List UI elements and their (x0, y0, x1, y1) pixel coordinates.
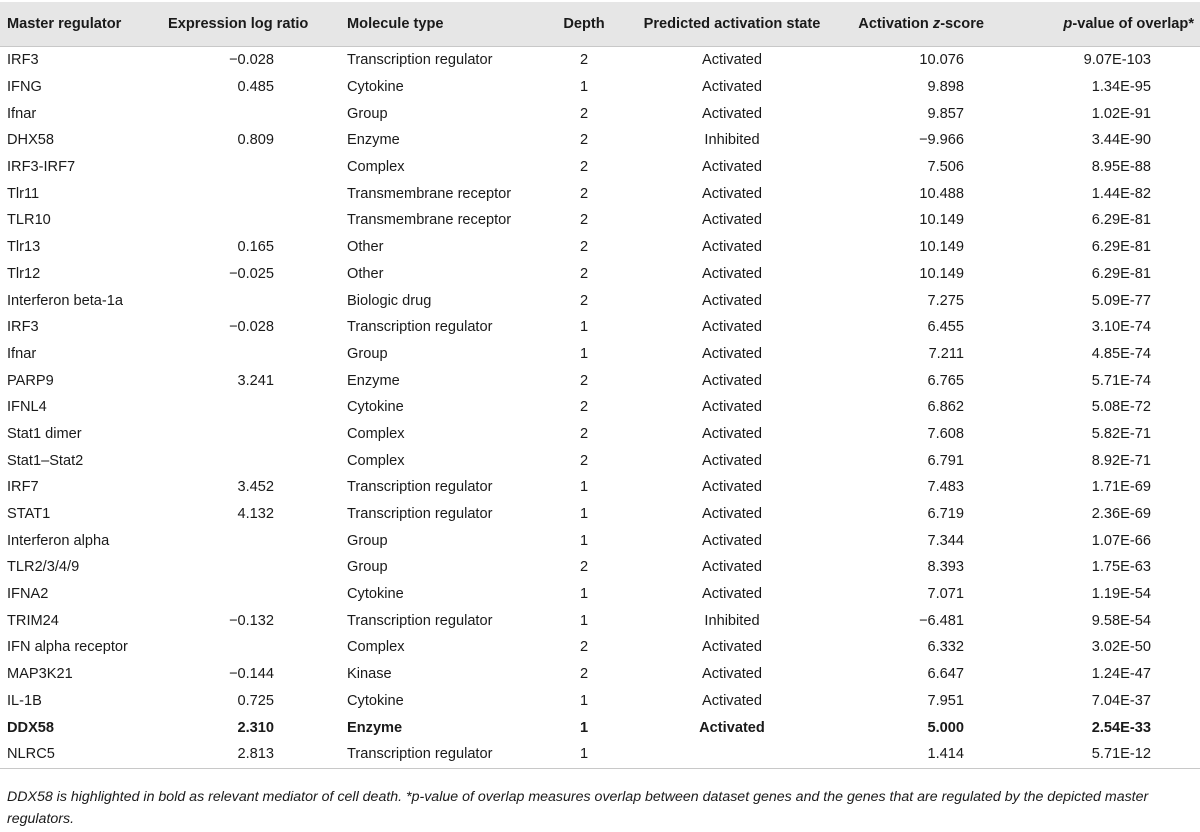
cell-activation-state: Activated (625, 421, 839, 448)
cell-activation-state: Activated (625, 314, 839, 341)
cell-depth: 2 (543, 261, 625, 288)
cell-activation-state: Inhibited (625, 607, 839, 634)
cell-p-value: 2.36E-69 (1010, 501, 1200, 528)
cell-expression-log-ratio: 4.132 (161, 501, 324, 528)
cell-activation-state: Activated (625, 47, 839, 74)
cell-molecule-type: Group (324, 554, 543, 581)
cell-activation-z-score: 6.332 (839, 634, 1010, 661)
table-row (0, 501, 1200, 528)
cell-molecule-type: Cytokine (324, 74, 543, 101)
cell-expression-log-ratio: −0.028 (161, 314, 324, 341)
footnote-italic-p: p (411, 789, 420, 805)
cell-expression-log-ratio: 2.813 (161, 741, 324, 768)
cell-p-value: 1.19E-54 (1010, 581, 1200, 608)
cell-molecule-type: Biologic drug (324, 287, 543, 314)
header-activation-prefix: Activation (858, 16, 933, 32)
cell-activation-z-score: 7.951 (839, 688, 1010, 715)
cell-molecule-type: Transcription regulator (324, 314, 543, 341)
table-row (0, 688, 1200, 715)
header-predicted-activation-state: Predicted activation state (625, 2, 839, 47)
header-depth: Depth (543, 2, 625, 47)
cell-master-regulator: STAT1 (0, 501, 161, 528)
cell-molecule-type: Kinase (324, 661, 543, 688)
cell-depth: 1 (543, 581, 625, 608)
cell-p-value: 6.29E-81 (1010, 234, 1200, 261)
cell-master-regulator: Stat1 dimer (0, 421, 161, 448)
cell-activation-z-score: 7.211 (839, 341, 1010, 368)
cell-depth: 1 (543, 688, 625, 715)
header-row (0, 2, 1200, 47)
cell-activation-state: Activated (625, 581, 839, 608)
footnote-part1: DDX58 is highlighted in bold as relevant mediator of cell death. * (7, 789, 412, 805)
cell-activation-z-score: 6.765 (839, 367, 1010, 394)
cell-activation-state: Activated (625, 154, 839, 181)
cell-activation-z-score: 10.488 (839, 180, 1010, 207)
cell-master-regulator: TLR2/3/4/9 (0, 554, 161, 581)
table-row (0, 47, 1200, 74)
cell-activation-z-score: 10.149 (839, 207, 1010, 234)
cell-p-value: 6.29E-81 (1010, 207, 1200, 234)
cell-molecule-type: Group (324, 527, 543, 554)
cell-depth: 2 (543, 207, 625, 234)
cell-activation-z-score: 6.719 (839, 501, 1010, 528)
cell-activation-z-score: −9.966 (839, 127, 1010, 154)
cell-master-regulator: IFN alpha receptor (0, 634, 161, 661)
cell-p-value: 1.34E-95 (1010, 74, 1200, 101)
table-row (0, 581, 1200, 608)
cell-activation-state: Activated (625, 394, 839, 421)
cell-depth: 2 (543, 100, 625, 127)
cell-activation-z-score: 7.344 (839, 527, 1010, 554)
cell-activation-z-score: 5.000 (839, 714, 1010, 741)
cell-molecule-type: Complex (324, 154, 543, 181)
cell-master-regulator: DDX58 (0, 714, 161, 741)
header-pvalue-suffix: -value of overlap* (1072, 16, 1194, 32)
cell-depth: 2 (543, 447, 625, 474)
cell-p-value: 5.08E-72 (1010, 394, 1200, 421)
cell-depth: 2 (543, 661, 625, 688)
cell-expression-log-ratio (161, 341, 324, 368)
cell-molecule-type: Transmembrane receptor (324, 207, 543, 234)
cell-activation-z-score: 10.149 (839, 234, 1010, 261)
cell-expression-log-ratio (161, 394, 324, 421)
cell-master-regulator: Tlr11 (0, 180, 161, 207)
cell-master-regulator: Stat1–Stat2 (0, 447, 161, 474)
table-row (0, 127, 1200, 154)
cell-depth: 2 (543, 234, 625, 261)
cell-activation-state: Activated (625, 554, 839, 581)
cell-p-value: 4.85E-74 (1010, 341, 1200, 368)
cell-expression-log-ratio (161, 154, 324, 181)
table-row (0, 634, 1200, 661)
cell-master-regulator: IRF7 (0, 474, 161, 501)
table-row (0, 421, 1200, 448)
cell-activation-z-score: 6.647 (839, 661, 1010, 688)
table-row (0, 207, 1200, 234)
cell-activation-state: Activated (625, 180, 839, 207)
cell-master-regulator: MAP3K21 (0, 661, 161, 688)
header-activation-suffix: -score (940, 16, 984, 32)
cell-master-regulator: IFNL4 (0, 394, 161, 421)
header-activation-z: z (932, 16, 941, 32)
table-row (0, 234, 1200, 261)
cell-activation-z-score: 6.862 (839, 394, 1010, 421)
table-row (0, 607, 1200, 634)
cell-expression-log-ratio: −0.025 (161, 261, 324, 288)
cell-activation-state: Activated (625, 234, 839, 261)
cell-activation-state: Activated (625, 474, 839, 501)
cell-p-value: 3.02E-50 (1010, 634, 1200, 661)
cell-activation-state: Activated (625, 447, 839, 474)
cell-expression-log-ratio: 2.310 (161, 714, 324, 741)
cell-master-regulator: PARP9 (0, 367, 161, 394)
cell-expression-log-ratio: 0.485 (161, 74, 324, 101)
cell-expression-log-ratio (161, 207, 324, 234)
cell-depth: 2 (543, 394, 625, 421)
cell-activation-state: Activated (625, 207, 839, 234)
cell-expression-log-ratio: −0.144 (161, 661, 324, 688)
cell-p-value: 3.44E-90 (1010, 127, 1200, 154)
cell-activation-z-score: 7.608 (839, 421, 1010, 448)
cell-activation-state: Activated (625, 688, 839, 715)
cell-expression-log-ratio (161, 581, 324, 608)
cell-molecule-type: Transcription regulator (324, 47, 543, 74)
cell-p-value: 8.92E-71 (1010, 447, 1200, 474)
cell-activation-z-score: 7.506 (839, 154, 1010, 181)
cell-depth: 1 (543, 474, 625, 501)
cell-depth: 1 (543, 741, 625, 768)
cell-p-value: 1.44E-82 (1010, 180, 1200, 207)
cell-activation-z-score: 7.071 (839, 581, 1010, 608)
cell-master-regulator: Ifnar (0, 100, 161, 127)
cell-activation-state: Activated (625, 527, 839, 554)
cell-p-value: 1.07E-66 (1010, 527, 1200, 554)
cell-master-regulator: TLR10 (0, 207, 161, 234)
table-row (0, 287, 1200, 314)
table-row (0, 447, 1200, 474)
cell-activation-state: Activated (625, 661, 839, 688)
cell-master-regulator: NLRC5 (0, 741, 161, 768)
cell-activation-z-score: 9.857 (839, 100, 1010, 127)
table-row (0, 261, 1200, 288)
cell-depth: 1 (543, 527, 625, 554)
cell-master-regulator: IRF3 (0, 314, 161, 341)
cell-molecule-type: Transmembrane receptor (324, 180, 543, 207)
cell-master-regulator: TRIM24 (0, 607, 161, 634)
cell-activation-state: Activated (625, 100, 839, 127)
cell-molecule-type: Enzyme (324, 367, 543, 394)
cell-molecule-type: Enzyme (324, 714, 543, 741)
cell-activation-state (625, 741, 839, 768)
table-row (0, 367, 1200, 394)
cell-master-regulator: IFNG (0, 74, 161, 101)
cell-p-value: 1.02E-91 (1010, 100, 1200, 127)
cell-molecule-type: Transcription regulator (324, 607, 543, 634)
table-row (0, 474, 1200, 501)
cell-depth: 2 (543, 421, 625, 448)
cell-molecule-type: Transcription regulator (324, 741, 543, 768)
cell-activation-z-score: 6.455 (839, 314, 1010, 341)
cell-master-regulator: IL-1B (0, 688, 161, 715)
master-regulator-table (0, 2, 1200, 769)
cell-p-value: 9.58E-54 (1010, 607, 1200, 634)
table-row (0, 394, 1200, 421)
cell-activation-z-score: 9.898 (839, 74, 1010, 101)
cell-p-value: 6.29E-81 (1010, 261, 1200, 288)
cell-molecule-type: Complex (324, 447, 543, 474)
cell-expression-log-ratio (161, 287, 324, 314)
table-body (0, 47, 1200, 769)
cell-expression-log-ratio: −0.028 (161, 47, 324, 74)
cell-p-value: 5.71E-74 (1010, 367, 1200, 394)
cell-master-regulator: IFNA2 (0, 581, 161, 608)
cell-molecule-type: Transcription regulator (324, 501, 543, 528)
cell-expression-log-ratio: 0.165 (161, 234, 324, 261)
cell-p-value: 7.04E-37 (1010, 688, 1200, 715)
header-p-value-of-overlap (1010, 2, 1200, 47)
cell-depth: 2 (543, 154, 625, 181)
table-header (0, 2, 1200, 47)
cell-activation-state: Activated (625, 74, 839, 101)
cell-molecule-type: Transcription regulator (324, 474, 543, 501)
cell-expression-log-ratio: 0.809 (161, 127, 324, 154)
cell-p-value: 1.24E-47 (1010, 661, 1200, 688)
cell-depth: 2 (543, 634, 625, 661)
cell-activation-state: Inhibited (625, 127, 839, 154)
cell-expression-log-ratio (161, 100, 324, 127)
cell-activation-z-score: 8.393 (839, 554, 1010, 581)
cell-p-value: 1.71E-69 (1010, 474, 1200, 501)
cell-molecule-type: Enzyme (324, 127, 543, 154)
cell-p-value: 1.75E-63 (1010, 554, 1200, 581)
table-footnote (7, 786, 1192, 830)
cell-molecule-type: Cytokine (324, 688, 543, 715)
table-row (0, 527, 1200, 554)
cell-activation-state: Activated (625, 501, 839, 528)
cell-activation-state: Activated (625, 634, 839, 661)
table-row (0, 100, 1200, 127)
cell-depth: 2 (543, 127, 625, 154)
cell-expression-log-ratio: 0.725 (161, 688, 324, 715)
cell-master-regulator: Interferon beta-1a (0, 287, 161, 314)
header-activation-z-score (839, 2, 1010, 47)
table-row (0, 180, 1200, 207)
cell-molecule-type: Other (324, 234, 543, 261)
cell-activation-state: Activated (625, 341, 839, 368)
table-row (0, 314, 1200, 341)
cell-p-value: 5.71E-12 (1010, 741, 1200, 768)
cell-molecule-type: Complex (324, 634, 543, 661)
cell-depth: 1 (543, 314, 625, 341)
cell-depth: 1 (543, 501, 625, 528)
cell-molecule-type: Group (324, 100, 543, 127)
cell-depth: 2 (543, 367, 625, 394)
cell-molecule-type: Complex (324, 421, 543, 448)
cell-activation-z-score: 7.483 (839, 474, 1010, 501)
table-row (0, 741, 1200, 768)
cell-activation-z-score: 10.076 (839, 47, 1010, 74)
table-row (0, 554, 1200, 581)
table-row (0, 74, 1200, 101)
header-master-regulator: Master regulator (0, 2, 161, 47)
cell-expression-log-ratio (161, 527, 324, 554)
cell-expression-log-ratio (161, 447, 324, 474)
cell-expression-log-ratio: 3.452 (161, 474, 324, 501)
header-expression-log-ratio: Expression log ratio (161, 2, 324, 47)
cell-depth: 1 (543, 714, 625, 741)
cell-activation-state: Activated (625, 367, 839, 394)
cell-activation-z-score: −6.481 (839, 607, 1010, 634)
cell-p-value: 5.82E-71 (1010, 421, 1200, 448)
cell-expression-log-ratio: −0.132 (161, 607, 324, 634)
cell-depth: 1 (543, 341, 625, 368)
cell-depth: 2 (543, 554, 625, 581)
cell-master-regulator: Ifnar (0, 341, 161, 368)
cell-depth: 2 (543, 180, 625, 207)
cell-molecule-type: Group (324, 341, 543, 368)
cell-depth: 2 (543, 287, 625, 314)
table-row (0, 714, 1200, 741)
cell-depth: 1 (543, 74, 625, 101)
header-pvalue-p: p (1063, 16, 1073, 32)
cell-depth: 2 (543, 47, 625, 74)
cell-activation-state: Activated (625, 261, 839, 288)
cell-p-value: 2.54E-33 (1010, 714, 1200, 741)
cell-activation-state: Activated (625, 714, 839, 741)
cell-activation-z-score: 10.149 (839, 261, 1010, 288)
cell-master-regulator: IRF3 (0, 47, 161, 74)
cell-activation-state: Activated (625, 287, 839, 314)
cell-master-regulator: Tlr12 (0, 261, 161, 288)
cell-expression-log-ratio (161, 554, 324, 581)
cell-expression-log-ratio: 3.241 (161, 367, 324, 394)
cell-master-regulator: DHX58 (0, 127, 161, 154)
footnote-part2: -value of overlap measures overlap between dataset genes and the genes that are regulated by the depicted master regulators. (7, 789, 1149, 827)
table-row (0, 154, 1200, 181)
cell-molecule-type: Cytokine (324, 581, 543, 608)
cell-expression-log-ratio (161, 421, 324, 448)
cell-p-value: 9.07E-103 (1010, 47, 1200, 74)
cell-molecule-type: Cytokine (324, 394, 543, 421)
cell-master-regulator: Tlr13 (0, 234, 161, 261)
cell-molecule-type: Other (324, 261, 543, 288)
cell-depth: 1 (543, 607, 625, 634)
cell-master-regulator: IRF3-IRF7 (0, 154, 161, 181)
table-row (0, 661, 1200, 688)
cell-activation-z-score: 6.791 (839, 447, 1010, 474)
cell-activation-z-score: 7.275 (839, 287, 1010, 314)
table-row (0, 341, 1200, 368)
cell-expression-log-ratio (161, 634, 324, 661)
cell-p-value: 5.09E-77 (1010, 287, 1200, 314)
cell-p-value: 8.95E-88 (1010, 154, 1200, 181)
cell-activation-z-score: 1.414 (839, 741, 1010, 768)
cell-p-value: 3.10E-74 (1010, 314, 1200, 341)
header-molecule-type: Molecule type (324, 2, 543, 47)
cell-master-regulator: Interferon alpha (0, 527, 161, 554)
cell-expression-log-ratio (161, 180, 324, 207)
